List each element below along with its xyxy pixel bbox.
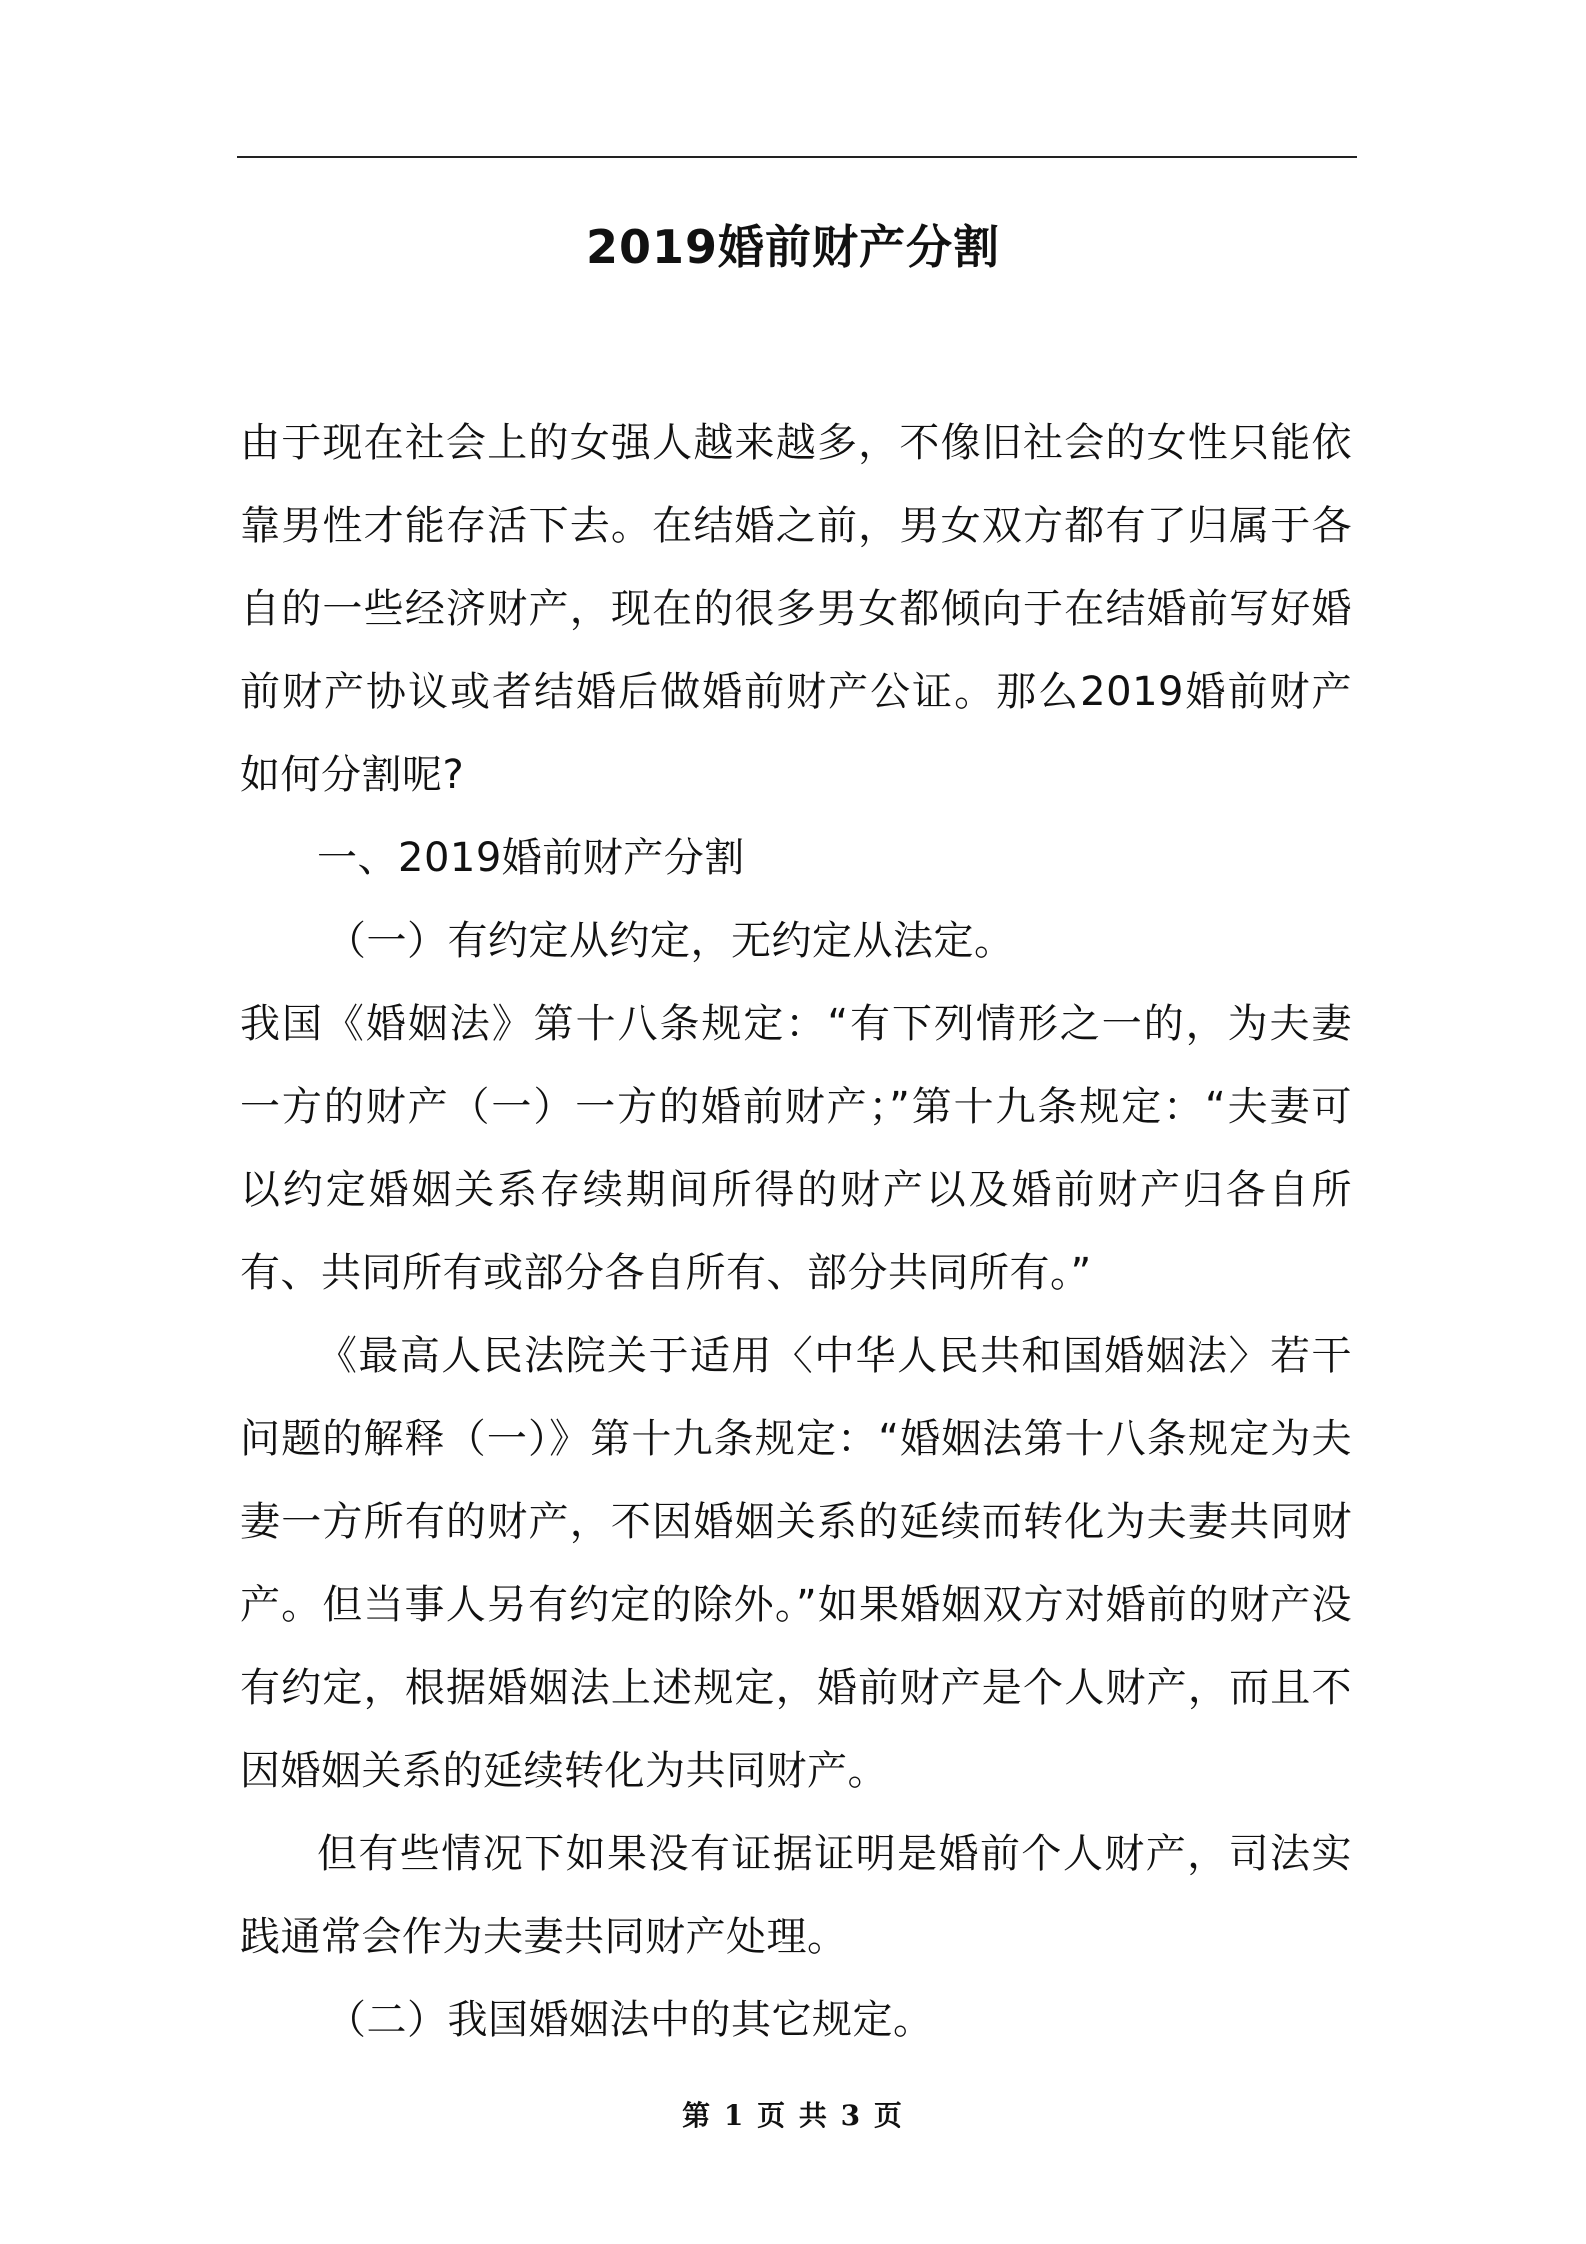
document-title: 2019婚前财产分割 [585, 220, 1001, 274]
interpretation-paragraph: 《最高人民法院关于适用〈中华人民共和国婚姻法〉若干问题的解释（一）》第十九条规定：“婚姻法第十八条规定为夫妻一方所有的财产，不因婚姻关系的延续而转化为夫妻共同财产。但当事人另有约定的除外。”如果婚姻双方对婚前的财产没有约定，根据婚姻法上述规定，婚前财产是个人财产，而且不因婚姻关系的延续转化为共同财产。 [240, 1333, 1352, 1794]
section-heading: 一、2019婚前财产分割 [317, 835, 745, 881]
intro-paragraph: 由于现在社会上的女强人越来越多，不像旧社会的女性只能依靠男性才能存活下去。在结婚之前，男女双方都有了归属于各自的一些经济财产，现在的很多男女都倾向于在结婚前写好婚前财产协议或者结婚后做婚前财产公证。那么2019婚前财产如何分割呢? [240, 420, 1352, 798]
subsection-heading: （一）有约定从约定，无约定从法定。 [326, 918, 1015, 964]
page-number: 第 1 页 共 3 页 [682, 2099, 904, 2132]
law-paragraph: 我国《婚姻法》第十八条规定：“有下列情形之一的，为夫妻一方的财产（一）一方的婚前财产；”第十九条规定：“夫妻可以约定婚姻关系存续期间所得的财产以及婚前财产归各自所有、共同所有或部分各自所有、部分共同所有。” [240, 1001, 1352, 1296]
subsection-heading: （二）我国婚姻法中的其它规定。 [326, 1997, 934, 2043]
header-rule [237, 156, 1357, 158]
practice-paragraph: 但有些情况下如果没有证据证明是婚前个人财产，司法实践通常会作为夫妻共同财产处理。 [240, 1831, 1352, 1960]
document-body [240, 402, 1352, 2062]
